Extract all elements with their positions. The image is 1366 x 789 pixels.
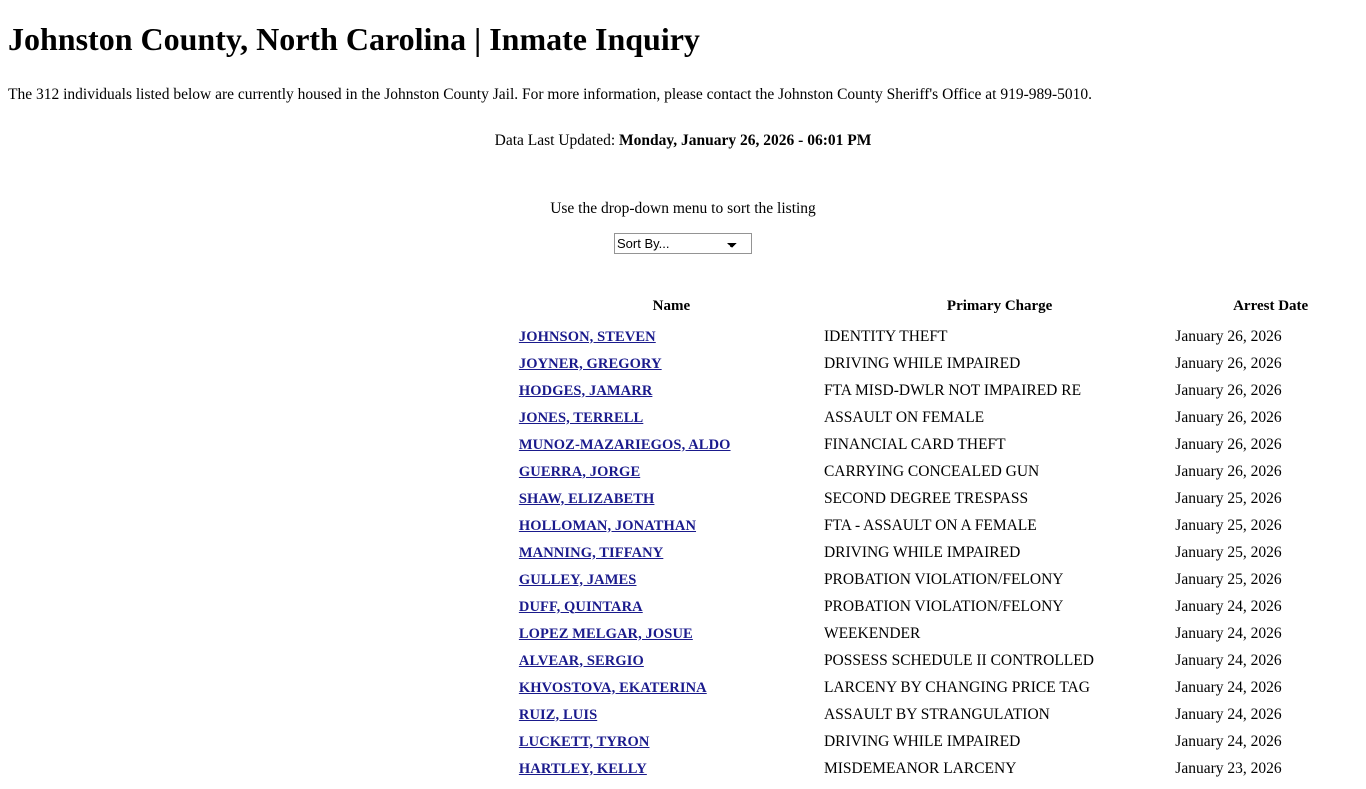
inmate-table-body — [0, 323, 1366, 782]
inmate-name-link[interactable]: HODGES, JAMARR — [518, 382, 653, 399]
cell-primary-charge: WEEKENDER — [823, 624, 921, 642]
cell-arrest-date: January 26, 2026 — [1175, 381, 1282, 399]
row-spacer-cell — [0, 566, 519, 593]
inmate-name-link[interactable]: SHAW, ELIZABETH — [518, 490, 655, 507]
inmate-table-head — [0, 298, 1366, 323]
table-row — [0, 728, 1366, 755]
cell-arrest-date: January 24, 2026 — [1175, 705, 1282, 723]
cell-primary-charge: CARRYING CONCEALED GUN — [823, 462, 1040, 480]
inmate-name-link[interactable]: JOYNER, GREGORY — [518, 355, 662, 372]
cell-primary-charge: PROBATION VIOLATION/FELONY — [823, 570, 1064, 588]
table-row — [0, 377, 1366, 404]
cell-primary-charge: PROBATION VIOLATION/FELONY — [823, 597, 1064, 615]
cell-primary-charge: IDENTITY THEFT — [823, 327, 948, 345]
row-spacer-cell — [0, 674, 519, 701]
column-header-primary-charge: Primary Charge — [946, 298, 1053, 314]
table-row — [0, 485, 1366, 512]
table-row — [0, 620, 1366, 647]
cell-name — [519, 539, 824, 566]
inmate-name-link[interactable]: JOHNSON, STEVEN — [518, 328, 656, 345]
cell-name — [519, 620, 824, 647]
inmate-name-link[interactable]: DUFF, QUINTARA — [518, 598, 643, 615]
cell-arrest-date: January 26, 2026 — [1175, 462, 1282, 480]
cell-arrest-date: January 23, 2026 — [1175, 759, 1282, 777]
cell-name — [519, 701, 824, 728]
row-spacer-cell — [0, 512, 519, 539]
table-row — [0, 512, 1366, 539]
cell-primary-charge: DRIVING WHILE IMPAIRED — [823, 732, 1021, 750]
table-row — [0, 701, 1366, 728]
inmate-name-link[interactable]: RUIZ, LUIS — [518, 706, 598, 723]
cell-name — [519, 431, 824, 458]
table-row — [0, 647, 1366, 674]
table-row — [0, 323, 1366, 350]
cell-arrest-date: January 24, 2026 — [1175, 732, 1282, 750]
table-header-row — [0, 298, 1366, 323]
cell-primary-charge: DRIVING WHILE IMPAIRED — [823, 543, 1021, 561]
row-spacer-cell — [0, 458, 519, 485]
cell-primary-charge: ASSAULT ON FEMALE — [823, 408, 985, 426]
cell-name — [519, 485, 824, 512]
inmate-table — [0, 298, 1366, 782]
row-spacer-cell — [0, 350, 519, 377]
cell-primary-charge: MISDEMEANOR LARCENY — [823, 759, 1017, 777]
cell-primary-charge: ASSAULT BY STRANGULATION — [823, 705, 1050, 723]
cell-name — [519, 512, 824, 539]
row-spacer-cell — [0, 701, 519, 728]
cell-name — [519, 593, 824, 620]
row-spacer-cell — [0, 539, 519, 566]
cell-name — [519, 566, 824, 593]
cell-primary-charge: FTA - ASSAULT ON A FEMALE — [823, 516, 1037, 534]
row-spacer-cell — [0, 404, 519, 431]
cell-arrest-date: January 24, 2026 — [1175, 597, 1282, 615]
table-row — [0, 350, 1366, 377]
inmate-name-link[interactable]: GULLEY, JAMES — [518, 571, 637, 588]
cell-arrest-date: January 25, 2026 — [1175, 516, 1282, 534]
row-spacer-cell — [0, 431, 519, 458]
cell-name — [519, 377, 824, 404]
sort-instructions: Use the drop-down menu to sort the listing — [550, 200, 816, 217]
cell-arrest-date: January 26, 2026 — [1175, 435, 1282, 453]
row-spacer-cell — [0, 593, 519, 620]
cell-arrest-date: January 26, 2026 — [1175, 408, 1282, 426]
row-spacer-cell — [0, 323, 519, 350]
inmate-name-link[interactable]: MANNING, TIFFANY — [518, 544, 664, 561]
inmate-name-link[interactable]: MUNOZ-MAZARIEGOS, ALDO — [518, 436, 731, 453]
column-header-arrest-date: Arrest Date — [1233, 298, 1309, 314]
table-row — [0, 593, 1366, 620]
data-last-updated-label: Data Last Updated: — [494, 132, 620, 149]
cell-name — [519, 728, 824, 755]
cell-primary-charge: LARCENY BY CHANGING PRICE TAG — [823, 678, 1090, 696]
data-last-updated-value: Monday, January 26, 2026 - 06:01 PM — [619, 132, 872, 149]
cell-primary-charge: POSSESS SCHEDULE II CONTROLLED — [823, 651, 1094, 669]
cell-arrest-date: January 25, 2026 — [1175, 489, 1282, 507]
table-row — [0, 458, 1366, 485]
row-spacer-cell — [0, 755, 519, 782]
table-row — [0, 431, 1366, 458]
table-row — [0, 404, 1366, 431]
page-container — [0, 21, 1366, 777]
sort-control-wrapper — [0, 233, 1366, 254]
cell-primary-charge: DRIVING WHILE IMPAIRED — [823, 354, 1021, 372]
inmate-name-link[interactable]: LUCKETT, TYRON — [518, 733, 650, 750]
table-row — [0, 566, 1366, 593]
cell-arrest-date: January 25, 2026 — [1175, 570, 1282, 588]
cell-primary-charge: FTA MISD-DWLR NOT IMPAIRED RE — [823, 381, 1082, 399]
table-row — [0, 539, 1366, 566]
cell-arrest-date: January 25, 2026 — [1175, 543, 1282, 561]
spacer-header — [0, 298, 519, 323]
page-title: Johnston County, North Carolina | Inmate Inquiry — [8, 21, 700, 57]
row-spacer-cell — [0, 485, 519, 512]
cell-name — [519, 647, 824, 674]
cell-primary-charge: SECOND DEGREE TRESPASS — [823, 489, 1029, 507]
inmate-name-link[interactable]: HOLLOMAN, JONATHAN — [518, 517, 697, 534]
cell-arrest-date: January 26, 2026 — [1175, 327, 1282, 345]
inmate-name-link[interactable]: LOPEZ MELGAR, JOSUE — [518, 625, 693, 642]
inmate-name-link[interactable]: GUERRA, JORGE — [518, 463, 641, 480]
cell-name — [519, 755, 824, 782]
cell-name — [519, 350, 824, 377]
cell-name — [519, 404, 824, 431]
row-spacer-cell — [0, 647, 519, 674]
cell-arrest-date: January 24, 2026 — [1175, 651, 1282, 669]
cell-name — [519, 458, 824, 485]
sort-by-select[interactable] — [614, 233, 752, 254]
intro-paragraph: The 312 individuals listed below are currently housed in the Johnston County Jail. For more information, please contact the Johnston County Sheriff's Office at 919-989-5010. — [8, 85, 1093, 103]
cell-arrest-date: January 26, 2026 — [1175, 354, 1282, 372]
cell-primary-charge: FINANCIAL CARD THEFT — [823, 435, 1006, 453]
inmate-name-link[interactable]: ALVEAR, SERGIO — [518, 652, 644, 669]
inmate-name-link[interactable]: HARTLEY, KELLY — [518, 760, 647, 777]
inmate-name-link[interactable]: KHVOSTOVA, EKATERINA — [518, 679, 707, 696]
cell-name — [519, 674, 824, 701]
cell-arrest-date: January 24, 2026 — [1175, 624, 1282, 642]
table-row — [0, 755, 1366, 782]
row-spacer-cell — [0, 728, 519, 755]
inmate-name-link[interactable]: JONES, TERRELL — [518, 409, 644, 426]
column-header-name: Name — [652, 298, 691, 314]
table-row — [0, 674, 1366, 701]
cell-arrest-date: January 24, 2026 — [1175, 678, 1282, 696]
row-spacer-cell — [0, 377, 519, 404]
row-spacer-cell — [0, 620, 519, 647]
cell-name — [519, 323, 824, 350]
data-last-updated — [0, 132, 1366, 150]
